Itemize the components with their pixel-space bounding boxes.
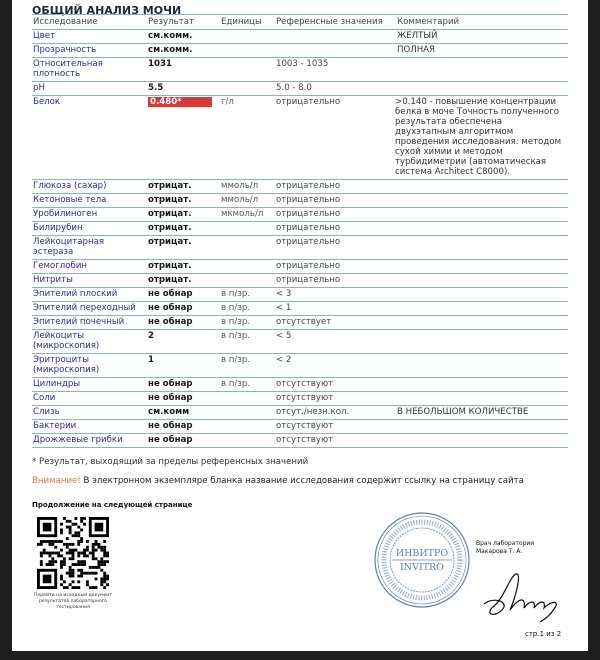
test-name-text[interactable]: pH <box>33 83 45 93</box>
result-value <box>147 354 220 378</box>
table-row <box>32 434 568 448</box>
result-value-text: не обнар <box>148 393 193 403</box>
test-name-text[interactable]: Бактерии <box>33 421 77 431</box>
test-name-text[interactable]: Дрожжевые грибки <box>33 435 123 445</box>
ref-value-text: отсутствуют <box>276 421 334 431</box>
test-name-text[interactable]: Уробилиноген <box>33 209 98 219</box>
test-name[interactable] <box>32 222 147 236</box>
units-value <box>220 302 275 316</box>
units-value <box>220 236 275 260</box>
ref-value-text: отрицательно <box>276 181 341 191</box>
test-name[interactable] <box>32 208 147 222</box>
units-value-text: в п/зр. <box>221 289 251 299</box>
lab-stamp <box>372 510 472 610</box>
comment-value <box>387 392 568 406</box>
result-value-text: отрицат. <box>148 237 192 247</box>
units-value <box>220 316 275 330</box>
table-row <box>32 58 568 82</box>
test-name-text[interactable]: Эпителий переходный <box>33 303 136 313</box>
result-value <box>147 194 220 208</box>
table-row <box>32 316 568 330</box>
ref-value-text: отрицательно <box>276 97 341 107</box>
units-value <box>220 434 275 448</box>
ref-value <box>275 82 387 96</box>
comment-value <box>387 194 568 208</box>
page-number: стр.1 из 2 <box>525 630 562 638</box>
comment-value-text: >0.140 - повышение концентрации белка в моче Точность полученного результата обеспечена двухэтапным алгоритмом проведения исследования: методом сухой химии и методом турбидиметрии (автоматическая система Architect C8000). <box>395 97 562 177</box>
table-row <box>32 378 568 392</box>
ref-value-text: отсутствуют <box>276 435 334 445</box>
comment-value-text: ЖЕЛТЫЙ <box>397 31 438 41</box>
ref-value-text: < 3 <box>276 289 292 299</box>
comment-value <box>387 260 568 274</box>
result-value-text: 0.480* <box>148 97 212 107</box>
test-name[interactable] <box>32 420 147 434</box>
test-name-text[interactable]: Билирубин <box>33 223 83 233</box>
units-value <box>220 330 275 354</box>
result-value <box>147 82 220 96</box>
warning-label: Внимание! <box>32 476 81 486</box>
test-name[interactable] <box>32 316 147 330</box>
ref-value-text: отсутствуют <box>276 379 334 389</box>
table-row <box>32 392 568 406</box>
units-value-text: в п/зр. <box>221 331 251 341</box>
ref-value <box>275 58 387 82</box>
table-row <box>32 274 568 288</box>
test-name[interactable] <box>32 96 147 180</box>
ref-value <box>275 274 387 288</box>
table-row <box>32 44 568 58</box>
comment-value <box>387 330 568 354</box>
test-name-text[interactable]: Кетоновые тела <box>33 195 107 205</box>
result-value <box>147 96 220 180</box>
ref-value <box>275 378 387 392</box>
comment-value-text: ПОЛНАЯ <box>397 45 436 55</box>
result-value <box>147 58 220 82</box>
units-value <box>220 58 275 82</box>
result-value-text: не обнар <box>148 289 193 299</box>
result-value-text: см.комм. <box>148 31 193 41</box>
ref-value <box>275 260 387 274</box>
qr-code[interactable] <box>37 517 109 589</box>
result-value <box>147 222 220 236</box>
ref-value <box>275 316 387 330</box>
table-row <box>32 222 568 236</box>
result-value-text: не обнар <box>148 317 193 327</box>
comment-value <box>387 30 568 44</box>
units-value-text: мкмоль/л <box>221 209 264 219</box>
table-row <box>32 288 568 302</box>
units-value-text: в п/зр. <box>221 355 251 365</box>
comment-value <box>387 288 568 302</box>
result-value <box>147 236 220 260</box>
comment-value <box>387 274 568 288</box>
table-row <box>32 354 568 378</box>
table-row <box>32 236 568 260</box>
col-header-test: Исследование <box>32 15 147 30</box>
units-value <box>220 354 275 378</box>
test-name[interactable] <box>32 302 147 316</box>
table-row <box>32 30 568 44</box>
warning-text: В электронном экземпляре бланка название исследования содержит ссылку на страницу сайта <box>80 476 524 486</box>
comment-value <box>387 82 568 96</box>
comment-value <box>387 208 568 222</box>
test-name-text[interactable]: Слизь <box>33 407 60 417</box>
result-value <box>147 44 220 58</box>
result-value-text: отрицат. <box>148 181 192 191</box>
result-value <box>147 208 220 222</box>
result-value-text: 1 <box>148 355 154 365</box>
units-value <box>220 82 275 96</box>
test-name[interactable] <box>32 330 147 354</box>
units-value <box>220 194 275 208</box>
units-value-text: в п/зр. <box>221 303 251 313</box>
units-value <box>220 420 275 434</box>
test-name[interactable] <box>32 392 147 406</box>
table-row <box>32 180 568 194</box>
comment-value <box>387 378 568 392</box>
ref-value-text: отрицательно <box>276 195 341 205</box>
comment-value <box>387 420 568 434</box>
test-name[interactable] <box>32 194 147 208</box>
result-value <box>147 434 220 448</box>
table-row <box>32 194 568 208</box>
result-value <box>147 302 220 316</box>
result-value-text: не обнар <box>148 303 193 313</box>
footnote: * Результат, выходящий за пределы референсных значений <box>32 457 309 467</box>
test-name[interactable] <box>32 434 147 448</box>
units-value-text: в п/зр. <box>221 379 251 389</box>
result-value <box>147 378 220 392</box>
test-name-text[interactable]: Эритроциты (микроскопия) <box>33 355 100 375</box>
table-row <box>32 330 568 354</box>
result-value-text: отрицат. <box>148 275 192 285</box>
units-value <box>220 274 275 288</box>
ref-value <box>275 392 387 406</box>
result-value <box>147 288 220 302</box>
stamp-text-en: INVITRO <box>400 562 444 573</box>
ref-value-text: < 5 <box>276 331 292 341</box>
test-name-text[interactable]: Соли <box>33 393 56 403</box>
test-name[interactable] <box>32 274 147 288</box>
test-name[interactable] <box>32 288 147 302</box>
result-value-text: см.комм <box>148 407 190 417</box>
table-row <box>32 96 568 180</box>
ref-value <box>275 406 387 420</box>
comment-value-text: В НЕБОЛЬШОМ КОЛИЧЕСТВЕ <box>397 407 529 417</box>
units-value-text: ммоль/л <box>221 195 259 205</box>
test-name[interactable] <box>32 58 147 82</box>
doctor-block <box>476 540 534 556</box>
warning-note <box>32 476 524 486</box>
ref-value <box>275 434 387 448</box>
qr-caption: Перейти на исходный документ результатов лабораторного тестирования <box>33 593 113 610</box>
test-name-text[interactable]: Белок <box>33 97 61 107</box>
test-name[interactable] <box>32 378 147 392</box>
comment-value <box>387 44 568 58</box>
table-row <box>32 302 568 316</box>
result-value-text: 2 <box>148 331 154 341</box>
ref-value-text: отрицательно <box>276 275 341 285</box>
doctor-name: Макарова Т. А. <box>476 548 523 555</box>
comment-value <box>387 406 568 420</box>
result-value <box>147 260 220 274</box>
test-name[interactable] <box>32 30 147 44</box>
ref-value <box>275 330 387 354</box>
ref-value-text: отсутствуют <box>276 393 334 403</box>
result-value-text: отрицат. <box>148 223 192 233</box>
ref-value <box>275 96 387 180</box>
result-value-text: отрицат. <box>148 209 192 219</box>
test-name-text[interactable]: Цвет <box>33 31 56 41</box>
test-name-text[interactable]: Прозрачность <box>33 45 97 55</box>
ref-value-text: отрицательно <box>276 209 341 219</box>
ref-value <box>275 194 387 208</box>
result-value <box>147 406 220 420</box>
comment-value <box>387 236 568 260</box>
test-name-text[interactable]: Гемоглобин <box>33 261 88 271</box>
units-value-text: г/л <box>221 97 234 107</box>
result-value <box>147 420 220 434</box>
ref-value <box>275 288 387 302</box>
ref-value <box>275 208 387 222</box>
ref-value <box>275 180 387 194</box>
result-value <box>147 274 220 288</box>
units-value-text: ммоль/л <box>221 181 259 191</box>
ref-value-text: 5.0 - 8.0 <box>276 83 312 93</box>
test-name[interactable] <box>32 44 147 58</box>
results-table <box>32 14 568 448</box>
test-name[interactable] <box>32 354 147 378</box>
ref-value <box>275 222 387 236</box>
table-row <box>32 260 568 274</box>
ref-value <box>275 236 387 260</box>
units-value <box>220 392 275 406</box>
test-name-text[interactable]: Нитриты <box>33 275 73 285</box>
units-value <box>220 180 275 194</box>
ref-value <box>275 302 387 316</box>
ref-value-text: < 2 <box>276 355 292 365</box>
report-title: ОБЩИЙ АНАЛИЗ МОЧИ <box>32 4 182 17</box>
ref-value <box>275 30 387 44</box>
result-value <box>147 316 220 330</box>
test-name[interactable] <box>32 406 147 420</box>
result-value-text: не обнар <box>148 379 193 389</box>
comment-value <box>387 302 568 316</box>
ref-value-text: < 1 <box>276 303 292 313</box>
ref-value <box>275 354 387 378</box>
test-name-text[interactable]: Эпителий почечный <box>33 317 125 327</box>
test-name[interactable] <box>32 180 147 194</box>
ref-value <box>275 44 387 58</box>
test-name[interactable] <box>32 260 147 274</box>
ref-value <box>275 420 387 434</box>
result-value-text: не обнар <box>148 435 193 445</box>
ref-value-text: отрицательно <box>276 237 341 247</box>
units-value <box>220 406 275 420</box>
result-value-text: 1031 <box>148 59 172 69</box>
table-row <box>32 82 568 96</box>
units-value <box>220 378 275 392</box>
col-header-ref: Референсные значения <box>275 15 387 30</box>
result-value <box>147 392 220 406</box>
units-value <box>220 30 275 44</box>
ref-value-text: отсут./незн.кол. <box>276 407 350 417</box>
test-name[interactable] <box>32 236 147 260</box>
test-name-text[interactable]: Эпителий плоский <box>33 289 118 299</box>
test-name-text[interactable]: Относительная плотность <box>33 59 103 79</box>
report-page <box>12 0 588 651</box>
comment-value <box>387 96 568 180</box>
result-value-text: отрицат. <box>148 195 192 205</box>
ref-value-text: отрицательно <box>276 261 341 271</box>
units-value-text: в п/зр. <box>221 317 251 327</box>
stamp-text-ru: ИНВИТРО <box>395 548 449 559</box>
table-row <box>32 420 568 434</box>
table-row <box>32 406 568 420</box>
col-header-units: Единицы <box>220 15 275 30</box>
ref-value-text: отрицательно <box>276 223 341 233</box>
result-value <box>147 330 220 354</box>
ref-value-text: отсутствует <box>276 317 332 327</box>
test-name-text[interactable]: Лейкоцитарная эстераза <box>33 237 104 257</box>
units-value <box>220 260 275 274</box>
col-header-result: Результат <box>147 15 220 30</box>
result-value-text: не обнар <box>148 421 193 431</box>
comment-value <box>387 316 568 330</box>
units-value <box>220 96 275 180</box>
comment-value <box>387 58 568 82</box>
comment-value <box>387 222 568 236</box>
units-value <box>220 44 275 58</box>
result-value <box>147 180 220 194</box>
comment-value <box>387 434 568 448</box>
ref-value-text: 1003 - 1035 <box>276 59 329 69</box>
test-name[interactable] <box>32 82 147 96</box>
col-header-comment: Комментарий <box>387 15 568 30</box>
units-value <box>220 288 275 302</box>
table-row <box>32 208 568 222</box>
test-name-text[interactable]: Цилиндры <box>33 379 81 389</box>
result-value-text: отрицат. <box>148 261 192 271</box>
doctor-title: Врач лаборатории <box>476 540 535 547</box>
units-value <box>220 222 275 236</box>
result-value <box>147 30 220 44</box>
signature <box>480 566 570 626</box>
comment-value <box>387 354 568 378</box>
result-value-text: см.комм. <box>148 45 193 55</box>
comment-value <box>387 180 568 194</box>
test-name-text[interactable]: Глюкоза (сахар) <box>33 181 107 191</box>
units-value <box>220 208 275 222</box>
continuation-note: Продолжение на следующей странице <box>32 501 193 509</box>
test-name-text[interactable]: Лейкоциты (микроскопия) <box>33 331 100 351</box>
table-header-row <box>32 15 568 30</box>
result-value-text: 5.5 <box>148 83 164 93</box>
